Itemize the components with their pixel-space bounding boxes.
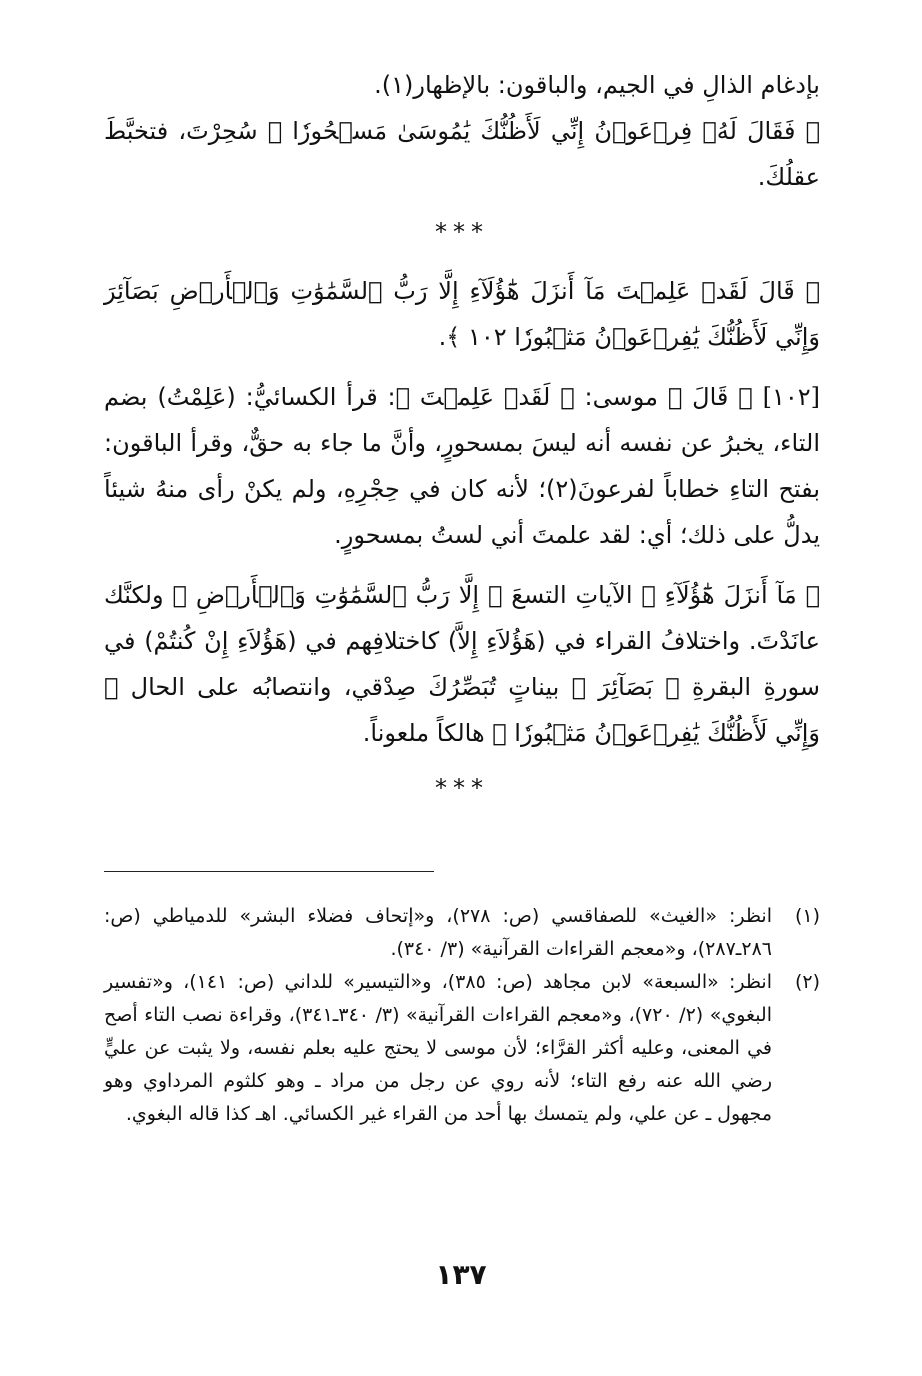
commentary-paragraph — [104, 374, 820, 558]
section-separator-2: *** — [435, 774, 489, 802]
footnote — [104, 900, 820, 966]
footnotes — [104, 900, 820, 1131]
footnote-number: (١) — [794, 905, 820, 927]
footnote-text: انظر: «السبعة» لابن مجاهد (ص: ٣٨٥)، و«التيسير» للداني (ص: ١٤١)، و«تفسير البغوي» (٢/ ٧٢٠)، و«معجم القراءات القرآنية» (٣/ ٣٤٠ـ٣٤١)، وقراءة نصب التاء أصح في المعنى، وعليه أكثر القرَّاء؛ لأن موسى لا يحتج عليه بعلم نفسه، ولا يثبت عن عليٍّ رضي الله عنه رفع التاء؛ لأنه روي عن رجل من مراد ـ وهو كلثوم المرداوي وهو مجهول ـ عن علي، ولم يتمسك بها أحد من القراء غير الكسائي. اهـ كذا قاله البغوي. — [104, 971, 773, 1125]
main-text — [104, 62, 820, 824]
quran-verse: ﴿ قَالَ لَقَدۡ عَلِمۡتَ مَآ أَنزَلَ هَٰٓؤُلَآءِ إِلَّا رَبُّ ٱلسَّمَٰوَٰتِ وَٱلۡأَرۡضِ بَصَآئِرَ وَإِنِّي لَأَظُنُّكَ يَٰفِرۡعَوۡنُ مَثۡبُورٗا ١٠٢ ﴾. — [104, 277, 820, 351]
verse-reference: [١٠٢] — [762, 383, 820, 411]
footnote-separator — [104, 871, 820, 872]
footnote-text: انظر: «الغيث» للصفاقسي (ص: ٢٧٨)، و«إتحاف فضلاء البشر» للدمياطي (ص: ٢٨٦ـ٢٨٧)، و«معجم القراءات القرآنية» (٣/ ٣٤٠). — [104, 905, 772, 960]
section-separator: *** — [435, 218, 489, 246]
paragraph-2: ﴿ فَقَالَ لَهُۥ فِرۡعَوۡنُ إِنِّي لَأَظُنُّكَ يَٰمُوسَىٰ مَسۡحُورٗا ﴾ سُحِرْتَ، فتخبَّطَ عقلُكَ. — [104, 117, 820, 191]
commentary-text: ﴿ قَالَ ﴾ موسى: ﴿ لَقَدۡ عَلِمۡتَ ﴾: قرأ الكسائيُّ: (عَلِمْتُ) بضم التاء، يخبرُ عن نفسه أنه ليسَ بمسحورٍ، وأنَّ ما جاء به حقٌّ، وقرأ الباقون: بفتح التاءِ خطاباً لفرعونَ(٢)؛ لأنه كان في حِجْرِهِ، ولم يكنْ رأى منهُ شيئاً يدلُّ على ذلك؛ أي: لقد علمتَ أني لستُ بمسحورٍ. — [104, 383, 820, 549]
page-number: ١٣٧ — [435, 1258, 487, 1291]
commentary-paragraph-2: ﴿ مَآ أَنزَلَ هَٰٓؤُلَآءِ ﴾ الآياتِ التسعَ ﴿ إِلَّا رَبُّ ٱلسَّمَٰوَٰتِ وَٱلۡأَرۡضِ ﴾ ولكنَّك عانَدْتَ. واختلافُ القراء في (هَؤُلاَءِ إِلاَّ) كاختلافِهم في (هَؤُلاَءِ إِنْ كُنتُمْ) في سورةِ البقرةِ ﴿ بَصَآئِرَ ﴾ بيناتٍ تُبَصِّرُكَ صِدْقي، وانتصابُه على الحال ﴿ وَإِنِّي لَأَظُنُّكَ يَٰفِرۡعَوۡنُ مَثۡبُورٗا ﴾ هالكاً ملعوناً. — [104, 581, 820, 747]
footnote-number: (٢) — [794, 971, 820, 993]
footnote — [104, 966, 820, 1131]
paragraph-1: بإدغام الذالِ في الجيم، والباقون: بالإظهار(١). — [374, 71, 820, 99]
